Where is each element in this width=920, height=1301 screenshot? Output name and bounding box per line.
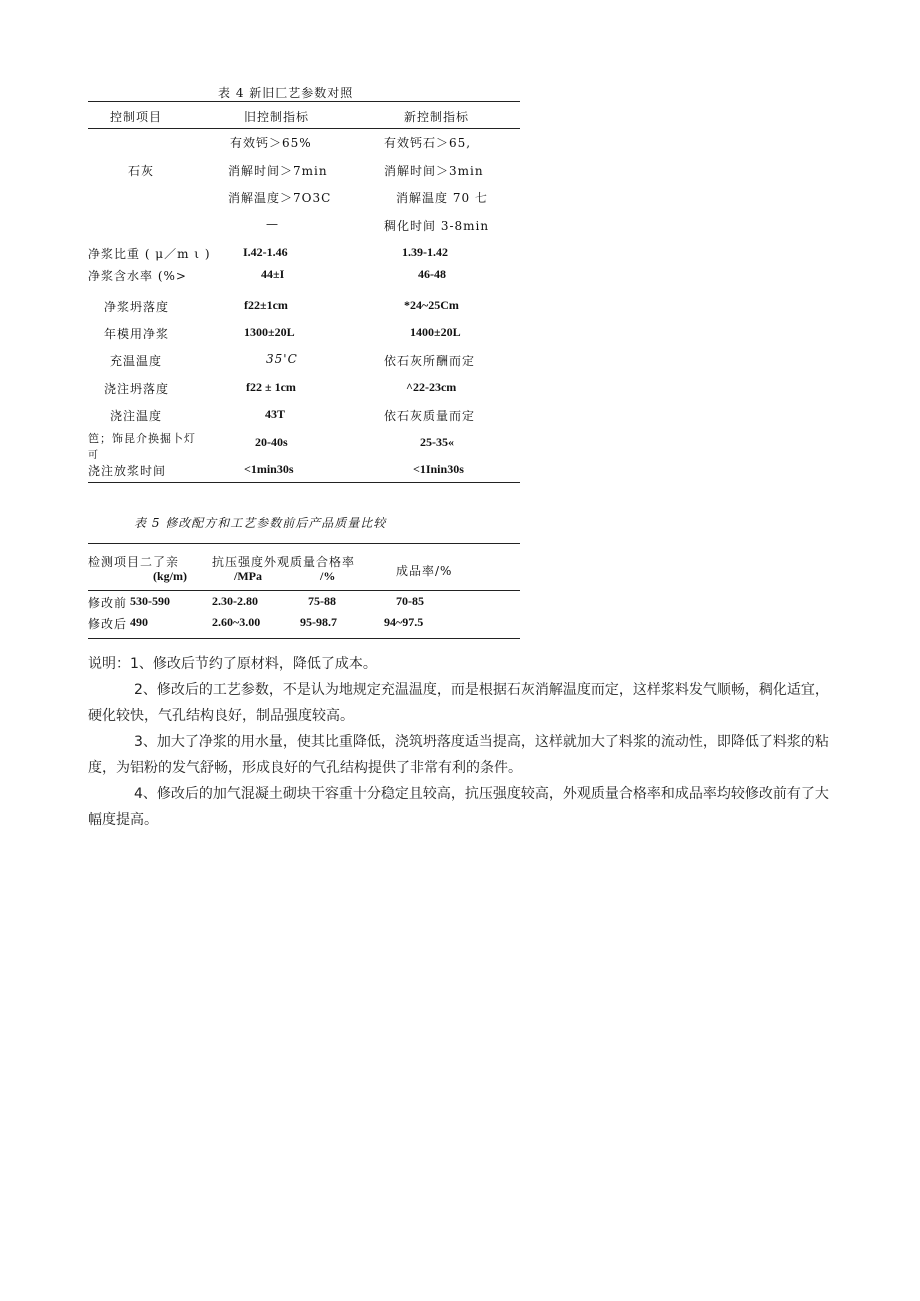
lime-old-1: 有效钙＞65% — [230, 136, 312, 150]
table-4-row-label-2: 可 — [88, 450, 99, 461]
table-4-row-new: 依石灰所酬而定 — [384, 354, 476, 368]
table-4-row-new: 依石灰质量而定 — [384, 409, 476, 423]
table-4-row-old: 43T — [265, 407, 286, 421]
table-5-caption: 表 5 修改配方和工艺参数前后产品质量比较 — [134, 516, 387, 530]
table-4-row-old: f22±1cm — [244, 298, 288, 312]
table-4-row-label: 净浆比重 ( μ／m ι ) — [88, 247, 211, 261]
note-4: 4、修改后的加气混凝土砌块干容重十分稳定且较高，抗压强度较高，外观质量合格率和成品率均较修改前有了大幅度提高。 — [88, 786, 829, 828]
table-4-row-new: ^22-23cm — [406, 380, 457, 394]
lime-old-3: 消解温度＞7O3C — [228, 191, 332, 205]
note-1: 说明：1、修改后节约了原材料，降低了成本。 — [88, 656, 377, 672]
table-5-row-density: 490 — [130, 615, 148, 629]
lime-old-4: — — [266, 217, 279, 231]
table-4-row-old: f22 ± 1cm — [246, 380, 296, 394]
table-4-row-old: 44±I — [261, 267, 285, 281]
table-4-row-label: 浇注坍落度 — [104, 382, 170, 396]
table-4-row-label: 充温温度 — [110, 354, 163, 368]
table-4-row-new: *24~25Cm — [404, 298, 459, 312]
table-4-header-rule — [88, 128, 520, 129]
table-5-header-strength: 抗压强度外观质量合格率 — [212, 555, 356, 569]
table-5-header-pass-unit: /% — [320, 569, 336, 583]
table-5-row-pass: 95-98.7 — [300, 615, 337, 629]
table-4-row-label: 净浆坍落度 — [104, 300, 170, 314]
table-4-row-new: 25-35« — [420, 435, 454, 449]
table-5-row-density: 530-590 — [130, 594, 170, 608]
table-4-row-old: I.42-1.46 — [243, 245, 288, 259]
table-5-row-label: 修改后 — [88, 617, 128, 631]
note-2: 2、修改后的工艺参数，不是认为地规定充温温度，而是根据石灰消解温度而定，这样浆料发气顺畅，稠化适宜，硬化较快，气孔结构良好，制品强度较高。 — [88, 682, 829, 724]
table-5-bottom-rule — [88, 638, 520, 639]
table-5-row-label: 修改前 — [88, 596, 128, 610]
table-4-row-old: 20-40s — [255, 435, 288, 449]
table-5-header-strength-unit: /MPa — [234, 569, 262, 583]
table-4-header-item: 控制项目 — [110, 110, 163, 124]
notes — [88, 651, 834, 833]
lime-new-3: 消解温度 70 七 — [396, 191, 488, 205]
table-4-bottom-rule — [88, 482, 520, 483]
table-4-row-new: 1.39-1.42 — [402, 245, 448, 259]
lime-old-2: 消解时间＞7min — [228, 164, 328, 178]
table-4-header-old: 旧控制指标 — [244, 110, 310, 124]
table-5-header-item-unit: (kg/m) — [153, 569, 187, 583]
table-5-row-pass: 75-88 — [308, 594, 336, 608]
table-5-header-yield: 成品率/% — [396, 564, 453, 578]
table-4-row-label: 净浆含水率 (%> — [88, 269, 187, 283]
lime-new-4: 稠化时间 3-8min — [384, 219, 490, 233]
table-4-row-label: 浇注放浆时间 — [88, 464, 167, 478]
table-4-row-new: 46-48 — [418, 267, 446, 281]
table-5-row-strength: 2.60~3.00 — [212, 615, 261, 629]
lime-new-1: 有效钙石＞65, — [384, 136, 472, 150]
lime-new-2: 消解时间＞3min — [384, 164, 484, 178]
table-4-row-new: 1400±20L — [410, 325, 461, 339]
note-3: 3、加大了净浆的用水量，使其比重降低，浇筑坍落度适当提高，这样就加大了料浆的流动性，即降低了料浆的粘度，为铝粉的发气舒畅，形成良好的气孔结构提供了非常有利的条件。 — [88, 734, 829, 776]
table-4-caption: 表 4 新旧匚艺参数对照 — [218, 86, 354, 100]
table-5-header-rule — [88, 590, 520, 591]
table-4-header-new: 新控制指标 — [404, 110, 470, 124]
lime-label: 石灰 — [128, 164, 155, 178]
table-4-row-old: <1min30s — [244, 462, 294, 476]
table-4-row-label: 笆；饰昆介换掘卜灯 — [88, 432, 196, 445]
table-4-row-label: 浇注温度 — [110, 409, 163, 423]
table-4-row-label: 年模用净浆 — [104, 327, 170, 341]
table-4-row-old: 35'C — [266, 352, 298, 366]
table-5-row-yield: 94~97.5 — [384, 615, 424, 629]
table-4-row-new: <1Inin30s — [413, 462, 464, 476]
table-5-header-item: 检测项目二了亲 — [88, 555, 180, 569]
table-4-top-rule — [88, 101, 520, 102]
table-4-row-old: 1300±20L — [244, 325, 295, 339]
table-5-row-yield: 70-85 — [396, 594, 424, 608]
table-5-top-rule — [88, 543, 520, 544]
table-5-row-strength: 2.30-2.80 — [212, 594, 258, 608]
